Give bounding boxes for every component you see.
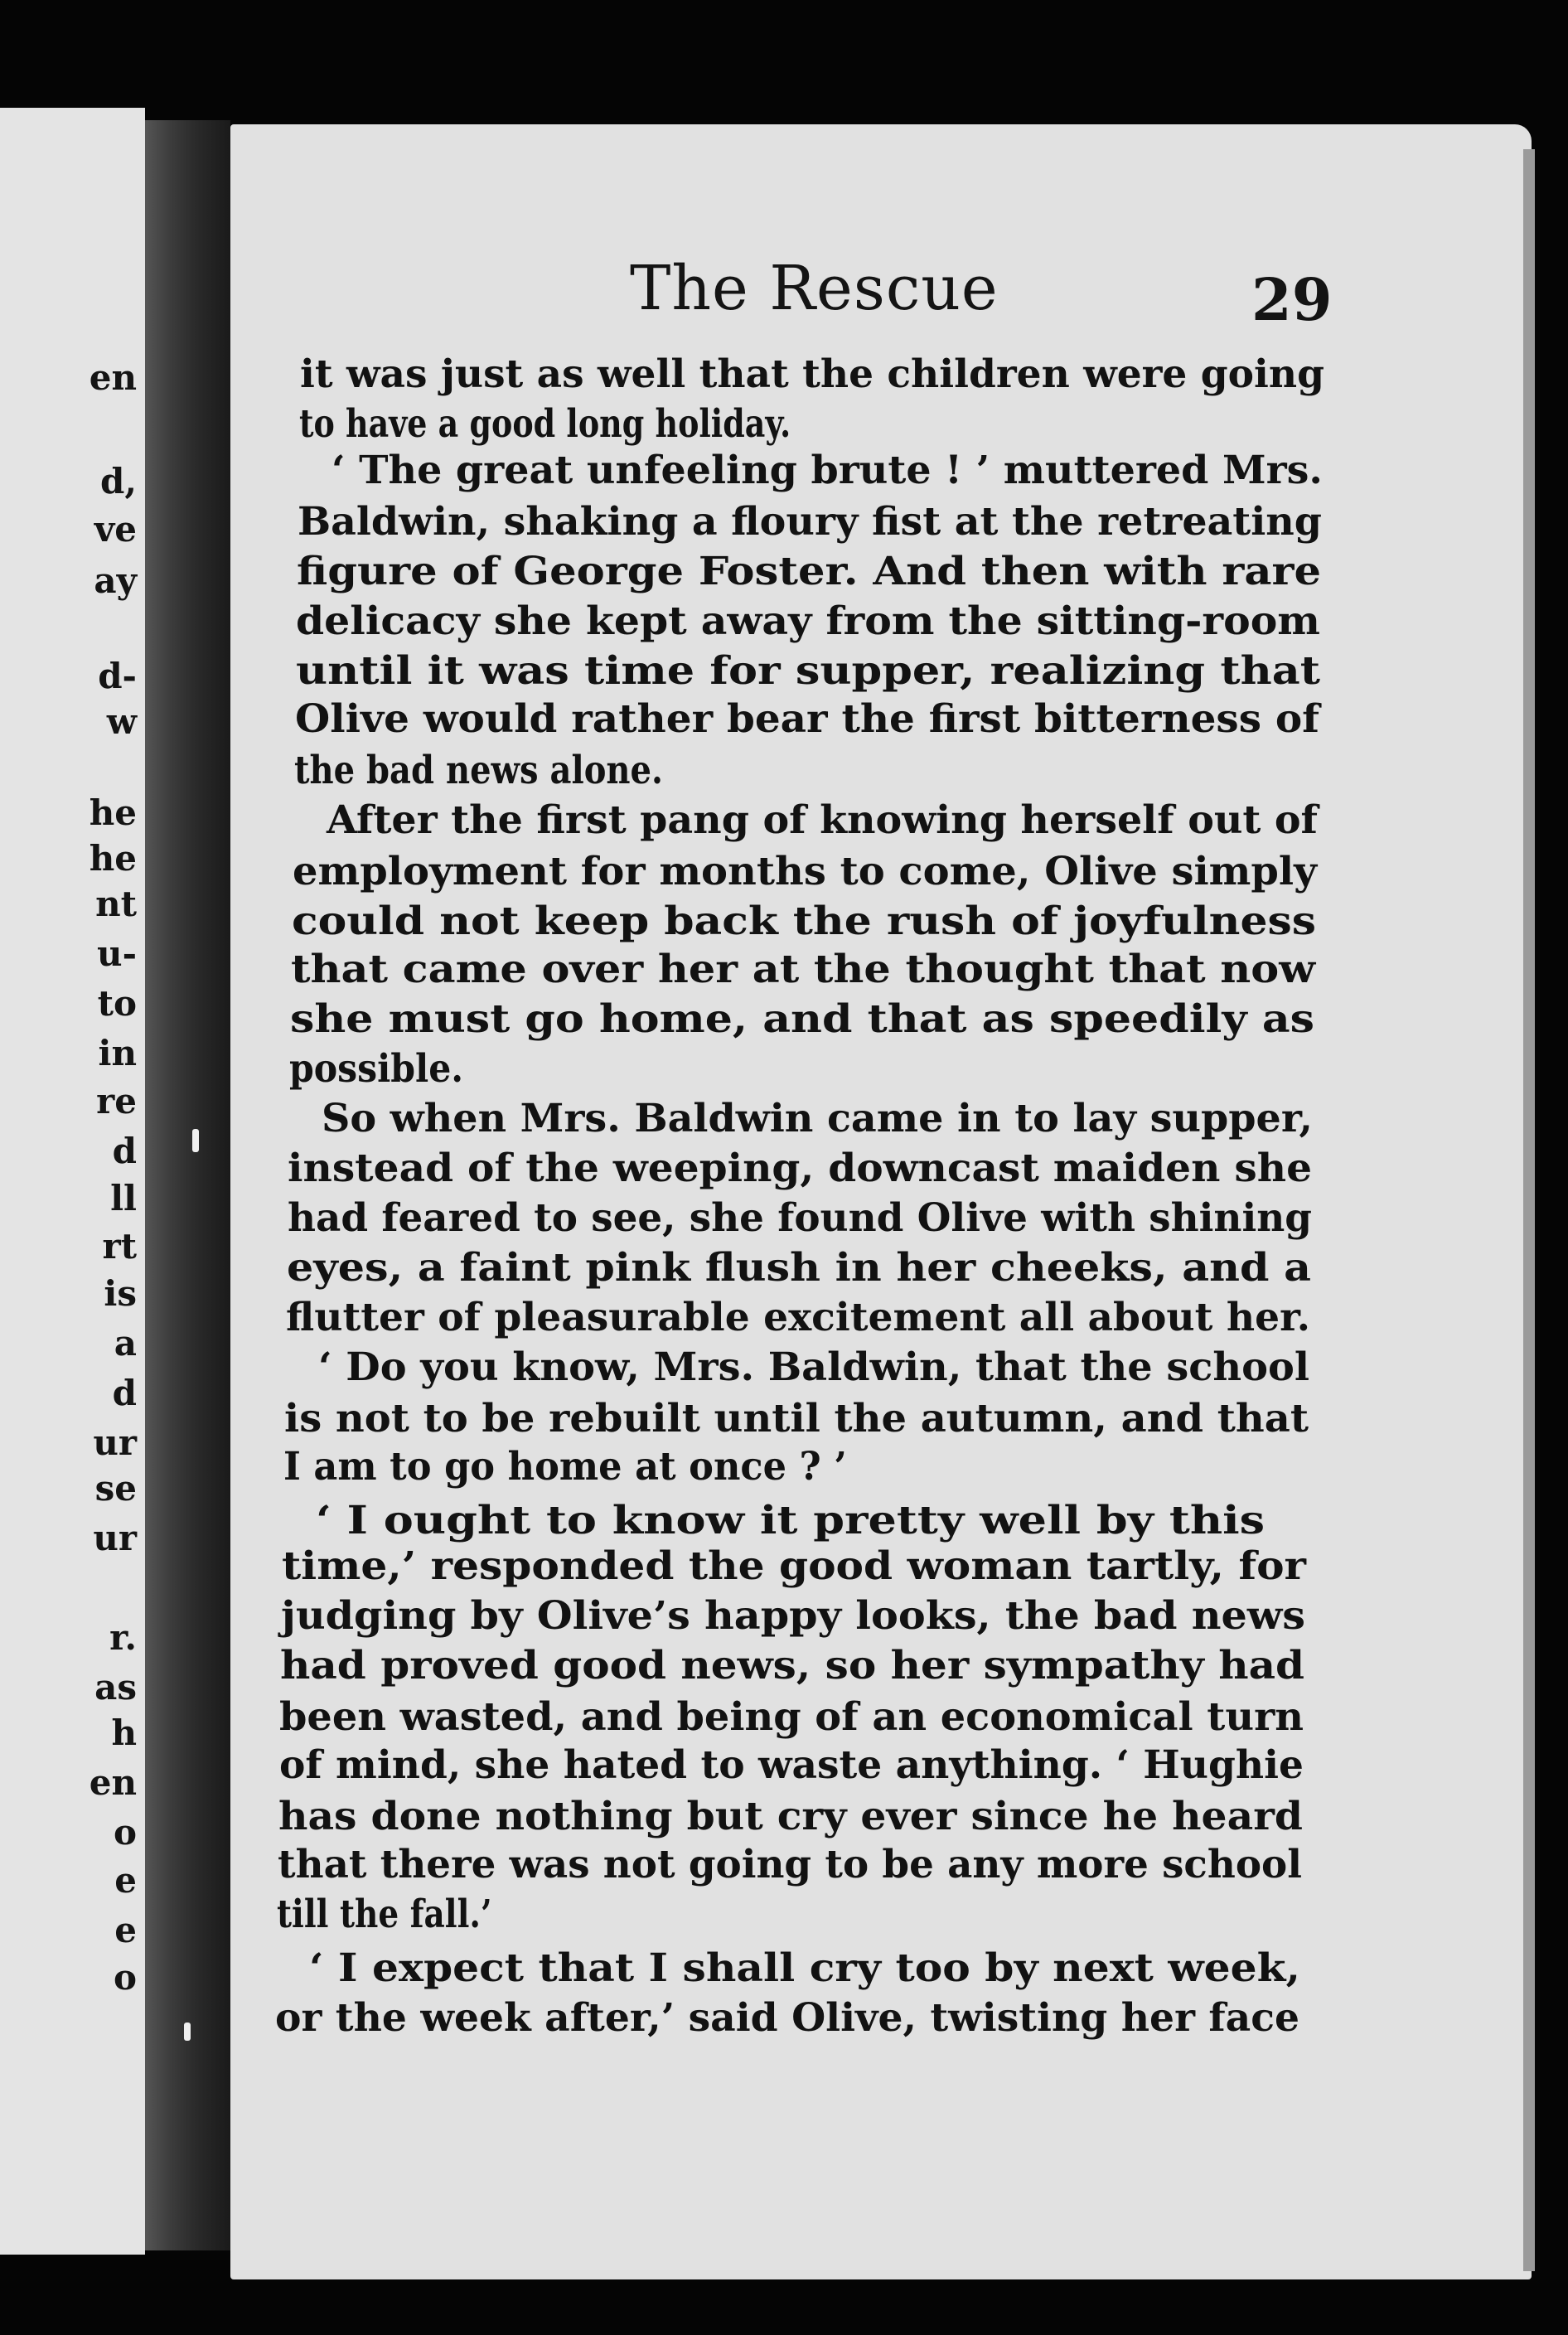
left-page-fragment: se bbox=[94, 1468, 137, 1509]
left-page-fragment: is bbox=[104, 1273, 137, 1314]
running-title: The Rescue bbox=[630, 253, 999, 324]
text-line: flutter of pleasurable excitement all about her. bbox=[285, 1295, 1310, 1340]
left-page-fragment: o bbox=[113, 1957, 137, 1998]
text-line: had proved good news, so her sympathy had bbox=[280, 1643, 1305, 1688]
book-gutter bbox=[145, 120, 230, 2250]
left-page-fragment: en bbox=[89, 357, 137, 398]
left-page-fragment: he bbox=[89, 838, 137, 879]
left-page-fragment: w bbox=[106, 701, 137, 742]
left-page-fragment: d bbox=[112, 1373, 137, 1413]
left-page-fragment: e bbox=[114, 1910, 137, 1950]
text-line: she must go home, and that as speedily as bbox=[290, 996, 1315, 1042]
left-page-fragment: to bbox=[97, 983, 137, 1024]
left-page-fragment: d bbox=[112, 1131, 137, 1171]
text-line: could not keep back the rush of joyfulness bbox=[292, 899, 1316, 944]
left-page-fragment: u- bbox=[97, 933, 137, 974]
page-edge bbox=[1523, 149, 1535, 2271]
text-line: figure of George Foster. And then with rare bbox=[297, 549, 1322, 594]
text-line: has done nothing but cry ever since he heard bbox=[278, 1794, 1303, 1839]
left-page-fragment: o bbox=[113, 1812, 137, 1853]
left-page-fragment: he bbox=[89, 792, 137, 833]
text-line: is not to be rebuilt until the autumn, and that bbox=[283, 1396, 1309, 1441]
text-line: it was just as well that the children were going bbox=[300, 351, 1324, 397]
text-line: possible. bbox=[289, 1046, 464, 1092]
left-page-fragment: re bbox=[96, 1081, 137, 1121]
left-page-fragment: a bbox=[114, 1323, 137, 1364]
text-line: So when Mrs. Baldwin came in to lay supper, bbox=[322, 1096, 1314, 1141]
left-page-fragment: ur bbox=[93, 1518, 137, 1558]
text-line: to have a good long holiday. bbox=[299, 401, 791, 447]
left-page-fragment: ll bbox=[110, 1178, 137, 1218]
text-line: ‘ I expect that I shall cry too by next week, bbox=[308, 1945, 1300, 1991]
text-line: been wasted, and being of an economical turn bbox=[279, 1694, 1304, 1740]
page-number: 29 bbox=[1251, 265, 1333, 334]
scan-mark bbox=[192, 1129, 199, 1152]
left-page-fragment: rt bbox=[102, 1226, 137, 1267]
left-page-fragment: in bbox=[98, 1033, 137, 1073]
text-line: ‘ Do you know, Mrs. Baldwin, that the school bbox=[317, 1344, 1309, 1390]
text-line: judging by Olive’s happy looks, the bad news bbox=[281, 1593, 1306, 1639]
left-page-fragment: en bbox=[89, 1762, 137, 1803]
left-page-fragment: ve bbox=[94, 509, 137, 550]
text-line: eyes, a faint pink flush in her cheeks, and a bbox=[286, 1245, 1311, 1291]
left-page-fragment: ay bbox=[94, 560, 137, 601]
text-line: ‘ I ought to know it pretty well by this bbox=[316, 1498, 1266, 1543]
text-line: employment for months to come, Olive simply bbox=[292, 849, 1317, 894]
text-line: Baldwin, shaking a floury fist at the retreating bbox=[298, 499, 1323, 545]
left-page-fragment: as bbox=[94, 1667, 137, 1708]
text-line: or the week after,’ said Olive, twisting her face bbox=[275, 1995, 1299, 2041]
text-line: I am to go home at once ? ’ bbox=[283, 1444, 847, 1490]
text-line: ‘ The great unfeeling brute ! ’ muttered Mrs. bbox=[332, 448, 1324, 493]
text-line: instead of the weeping, downcast maiden she bbox=[288, 1146, 1313, 1191]
left-page-fragment: h bbox=[111, 1712, 137, 1753]
text-line: delicacy she kept away from the sitting-room bbox=[296, 598, 1321, 644]
text-line: the bad news alone. bbox=[293, 748, 663, 793]
text-line: that came over her at the thought that now bbox=[291, 947, 1316, 992]
left-page-fragment: ur bbox=[93, 1422, 137, 1463]
left-page-fragment: d, bbox=[100, 461, 137, 501]
left-page-fragment: e bbox=[114, 1860, 137, 1901]
text-line: until it was time for supper, realizing that bbox=[295, 648, 1320, 694]
text-line: till the fall.’ bbox=[276, 1892, 492, 1937]
left-page-fragment: d- bbox=[98, 656, 137, 696]
text-line: of mind, she hated to waste anything. ‘ Hughie bbox=[278, 1742, 1304, 1788]
left-page-fragment: nt bbox=[95, 884, 137, 924]
text-line: had feared to see, she found Olive with shining bbox=[287, 1195, 1312, 1241]
text-line: After the first pang of knowing herself out of bbox=[326, 797, 1318, 843]
text-line: time,’ responded the good woman tartly, for bbox=[282, 1543, 1307, 1589]
scan-mark bbox=[184, 2023, 191, 2041]
text-line: Olive would rather bear the first bitterness of bbox=[294, 696, 1319, 742]
left-page-fragment: r. bbox=[109, 1617, 137, 1658]
text-line: that there was not going to be any more school bbox=[277, 1842, 1302, 1887]
left-page bbox=[0, 108, 145, 2255]
